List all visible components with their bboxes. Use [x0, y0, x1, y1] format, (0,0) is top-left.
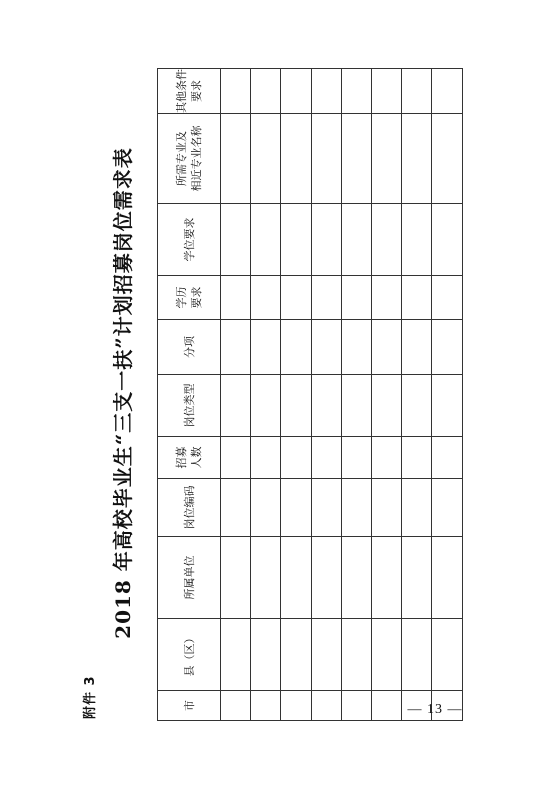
- table-row: [341, 69, 371, 721]
- attachment-label: 附件 3: [83, 675, 98, 719]
- table-cell: [341, 437, 371, 479]
- table-cell: [402, 619, 432, 691]
- table-cell: [281, 114, 311, 204]
- header-majors: 所需专业及 相近专业名称: [158, 114, 221, 204]
- table-cell: [221, 204, 251, 276]
- table-cell: [341, 537, 371, 619]
- table-cell: [371, 479, 401, 537]
- table-cell: [341, 69, 371, 114]
- header-education: 学历 要求: [158, 276, 221, 320]
- table-cell: [432, 375, 462, 437]
- table-cell: [371, 69, 401, 114]
- table-cell: [311, 479, 341, 537]
- table-header-row: [158, 69, 221, 721]
- requirements-table: [157, 68, 463, 721]
- table-row: [371, 69, 401, 721]
- header-county: 县（区）: [158, 619, 221, 691]
- table-cell: [221, 114, 251, 204]
- table-cell: [402, 479, 432, 537]
- table-cell: [402, 276, 432, 320]
- table-cell: [281, 320, 311, 375]
- header-recruit-count: 招募 人数: [158, 437, 221, 479]
- table-cell: [402, 375, 432, 437]
- header-city: 市: [158, 691, 221, 721]
- table-row: [432, 69, 462, 721]
- table-cell: [311, 619, 341, 691]
- table-cell: [281, 375, 311, 437]
- table-cell: [341, 204, 371, 276]
- table-cell: [341, 479, 371, 537]
- table-cell: [311, 69, 341, 114]
- table-cell: [221, 537, 251, 619]
- table-cell: [221, 375, 251, 437]
- table-cell: [251, 375, 281, 437]
- rotated-content: [79, 63, 479, 723]
- table-cell: [251, 320, 281, 375]
- table-cell: [281, 204, 311, 276]
- table-cell: [251, 69, 281, 114]
- table-cell: [432, 276, 462, 320]
- table-cell: [341, 114, 371, 204]
- table-row: [281, 69, 311, 721]
- table-cell: [311, 691, 341, 721]
- table-cell: [371, 375, 401, 437]
- table-cell: [432, 479, 462, 537]
- table-cell: [341, 375, 371, 437]
- table-cell: [221, 479, 251, 537]
- header-subitem: 分项: [158, 320, 221, 375]
- table-cell: [432, 204, 462, 276]
- table-cell: [371, 437, 401, 479]
- table-cell: [251, 479, 281, 537]
- table-cell: [311, 114, 341, 204]
- table-cell: [281, 537, 311, 619]
- table-cell: [251, 691, 281, 721]
- table-cell: [371, 276, 401, 320]
- header-unit: 所属单位: [158, 537, 221, 619]
- table-cell: [371, 114, 401, 204]
- table-cell: [221, 69, 251, 114]
- table-cell: [251, 114, 281, 204]
- table-cell: [311, 204, 341, 276]
- table-cell: [281, 276, 311, 320]
- table-cell: [371, 320, 401, 375]
- table-cell: [371, 537, 401, 619]
- table-cell: [402, 69, 432, 114]
- table-cell: [221, 691, 251, 721]
- table-cell: [251, 537, 281, 619]
- header-position-type: 岗位类型: [158, 375, 221, 437]
- table-cell: [432, 320, 462, 375]
- table-cell: [281, 691, 311, 721]
- table-cell: [281, 479, 311, 537]
- table-cell: [432, 537, 462, 619]
- table-row: [402, 69, 432, 721]
- table-row: [311, 69, 341, 721]
- table-cell: [311, 537, 341, 619]
- page-number: — 13 —: [407, 702, 463, 717]
- table-cell: [221, 276, 251, 320]
- table-cell: [251, 276, 281, 320]
- table-cell: [311, 437, 341, 479]
- table-cell: [432, 69, 462, 114]
- table-cell: [402, 437, 432, 479]
- header-position-code: 岗位编码: [158, 479, 221, 537]
- table-cell: [432, 437, 462, 479]
- table-cell: [281, 69, 311, 114]
- table-cell: [281, 437, 311, 479]
- table-cell: [341, 320, 371, 375]
- table-cell: [311, 375, 341, 437]
- table-cell: [432, 114, 462, 204]
- table-cell: [311, 276, 341, 320]
- table-cell: [311, 320, 341, 375]
- table-cell: [341, 691, 371, 721]
- header-other-requirements: 其他条件 要求: [158, 69, 221, 114]
- table-row: [221, 69, 251, 721]
- table-cell: [281, 619, 311, 691]
- table-cell: [221, 320, 251, 375]
- table-cell: [221, 437, 251, 479]
- table-cell: [251, 204, 281, 276]
- table-cell: [402, 114, 432, 204]
- table-cell: [341, 276, 371, 320]
- table-cell: [251, 437, 281, 479]
- header-degree: 学位要求: [158, 204, 221, 276]
- table-cell: [251, 619, 281, 691]
- table-cell: [341, 619, 371, 691]
- table-cell: [402, 204, 432, 276]
- table-cell: [432, 619, 462, 691]
- page-title: 2018 年高校毕业生“三支一扶”计划招募岗位需求表: [111, 147, 135, 639]
- table-cell: [402, 537, 432, 619]
- table-cell: [221, 619, 251, 691]
- table-cell: [371, 619, 401, 691]
- table-cell: [402, 320, 432, 375]
- table-cell: [371, 204, 401, 276]
- table-row: [251, 69, 281, 721]
